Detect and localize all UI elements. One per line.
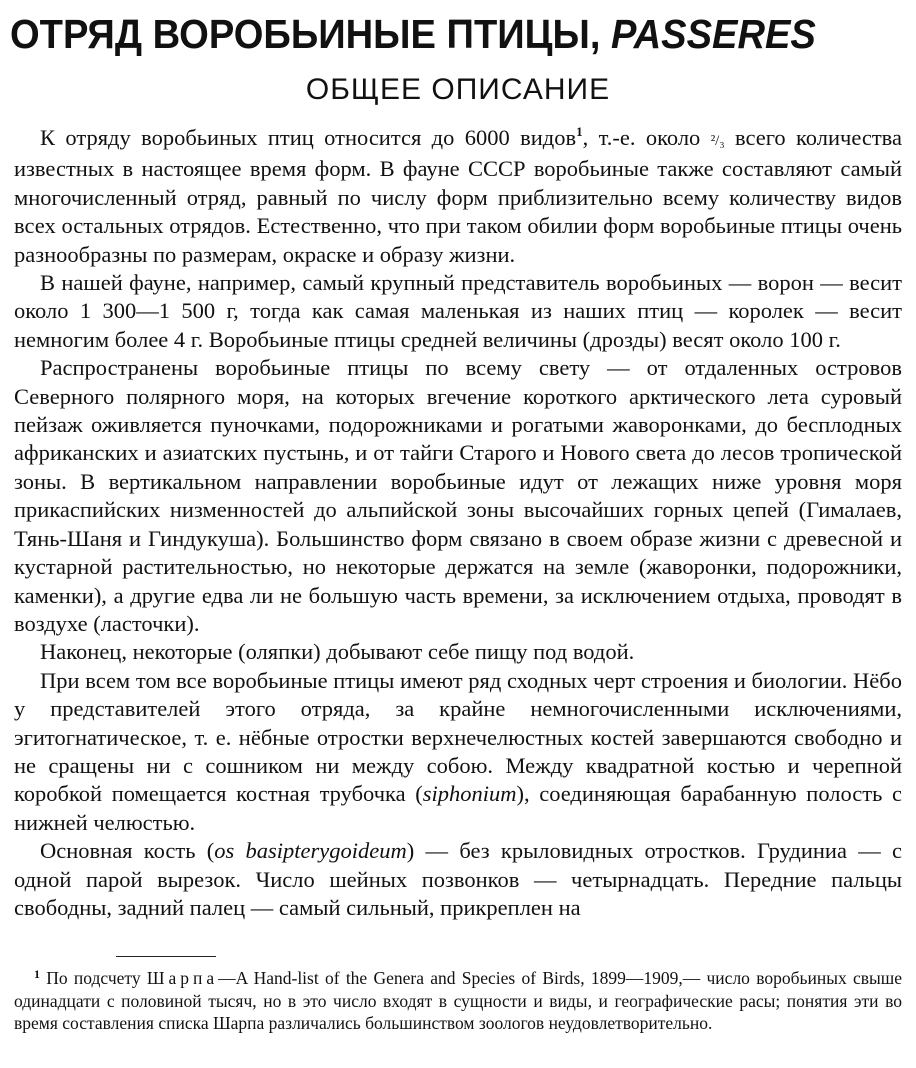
fraction: ²/₃ [710,133,725,149]
paragraph-1-text-b: , т.-е. около [582,125,711,150]
paragraph-2: В нашей фауне, например, самый крупный представитель воробьиных — ворон — весит около 1 300—1 500 г, тогда как самая маленькая из наших птиц — королек — весит немногим более 4 г. Воробьиные птицы средней величины (дрозды) весят около 100 г. [14,270,902,352]
body-text [14,124,902,922]
latin-term-siphonium: siphonium [422,781,517,807]
footnote-text-a: По подсчету [40,968,147,988]
footnote [14,967,902,1035]
paragraph-6-text-b: ) — без крыловидных отростков. Грудиниа — с одной парой вырезок. Число шейных позвонков — четырнадцать. Передние пальцы свободны, задний палец — самый сильный, прикреплен на [14,838,902,920]
footnote-text [14,967,902,1035]
footnote-author-name: Шарпа [146,968,219,988]
footnote-divider [116,956,216,957]
paragraph-5-text-b: ), соединяющая барабанную полость с нижней челюстью. [14,781,902,835]
paragraph-1-text-c: всего количества известных в настоящее время форм. В фауне СССР воробьиные также составляют самый многочисленный отряд, равный по числу форм приблизительно всему количеству видов всех остальных отрядов. Естественно, что при таком обилии форм воробьиные птицы очень разнообразны по размерам, окраске и образу жизни. [14,125,903,267]
footnote-marker: 1 [34,967,40,981]
paragraph-4: Наконец, некоторые (оляпки) добывают себе пищу под водой. [40,639,635,665]
chapter-title-main: ОТРЯД ВОРОБЬИНЫЕ ПТИЦЫ, [10,11,612,57]
footnote-text-b: —A Hand-list of the Genera and Species of Birds, 1899—1909,— число воробьиных свыше одинадцати с половиной тысяч, но в это число входят в сущности и виды, и географические расы; понятия эти во время составления списка Шарпа различались большинством зоологов неудовлетворительно. [14,968,902,1033]
section-subtitle: ОБЩЕЕ ОПИСАНИЕ [305,73,611,106]
paragraph-5-text-a: При всем том все воробьиные птицы имеют ряд сходных черт строения и биологии. Нёбо у представителей этого отряда, за крайне немногочисленными исключениями, эгитогнатическое, т. е. нёбные отростки верхнечелюстных костей завершаются свободно и не сращены ни с сошником ни между собою. Между квадратной костью и черепной коробкой помещается костная трубочка ( [14,667,902,807]
paragraph-1 [14,124,902,269]
chapter-title-latin: PASSERES [611,11,816,57]
paragraph-6-text-a: Основная кость ( [40,838,215,864]
latin-term-basipterygoideum: os basipterygoideum [214,838,407,864]
paragraph-3: Распространены воробьиные птицы по всему свету — от отдаленных островов Северного полярного моря, на которых вгечение короткого арктического лета суровый пейзаж оживляется пуночками, подорожниками и рогатыми жаворонками, до бесплодных африканских и азиатских пустынь, и от тайги Старого и Нового света до лесов тропической зоны. В вертикальном направлении воробьиные идут от лежащих ниже уровня моря прикаспийских низменностей до альпийской зоны высочайших горных цепей (Гималаев, Тянь-Шаня и Гиндукуша). Большинство форм связано в своем образе жизни с древесной и кустарной растительностью, но некоторые держатся на земле (жаворонки, подорожники, каменки), а другие едва ли не большую часть времени, за исключением отдыха, проводят в воздухе (ласточки). [14,355,902,636]
chapter-title [10,6,843,62]
paragraph-1-text-a: К отряду воробьиных птиц относится до 6000 видов [40,125,577,150]
paragraph-5 [14,667,902,837]
footnote-reference[interactable]: 1 [576,124,583,139]
paragraph-6 [14,837,902,922]
